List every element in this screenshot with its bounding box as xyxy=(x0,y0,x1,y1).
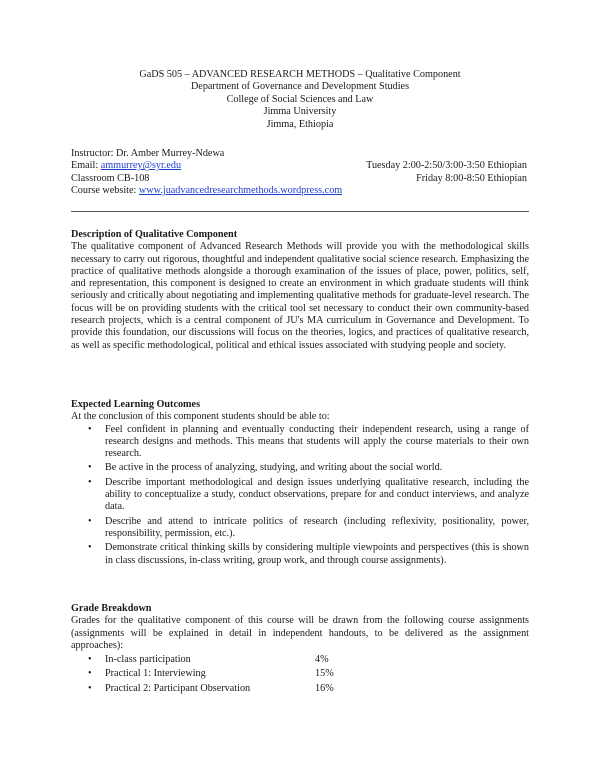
schedule-tuesday: Tuesday 2:00-2:50/3:00-3:50 Ethiopian xyxy=(366,160,527,172)
college: College of Social Sciences and Law xyxy=(226,93,374,105)
grade-item-value: 15% xyxy=(315,668,334,680)
university: Jimma University xyxy=(263,106,337,118)
bullet-icon: • xyxy=(88,423,92,435)
outcomes-list xyxy=(71,424,529,567)
list-item: • Describe and attend to intricate politics of research (including reflexivity, positionality, power, responsibility, permission, etc.). xyxy=(88,515,529,539)
description-body: The qualitative component of Advanced Research Methods will provide you with the methodological skills necessary to carry out rigorous, thoughtful and independent qualitative social science research. Emphasizing the practice of qualitative methods alongside a thorough examination of the issues of place, power, politics, self, and representation, this component is designed to create an environment in which graduate students will think seriously and critically about negotiating and implementing qualitative methods for graduate-level research. The focus will be on providing students with the critical tool set necessary to conduct their own community-based research projects, which is a central component of JU's MA curriculum in Governance and Development. To provide this foundation, our discussions will focus on the theories, logics, and practices of qualitative research, as well as specific methodological, political and ethical issues associated with studying people and society. xyxy=(71,241,529,351)
bullet-icon: • xyxy=(88,515,92,527)
website-label: Course website: xyxy=(71,184,139,196)
outcomes-section xyxy=(71,399,529,567)
outcomes-heading: Expected Learning Outcomes xyxy=(71,399,201,410)
bullet-icon: • xyxy=(88,654,92,666)
list-item: • Be active in the process of analyzing, studying, and writing about the social world. xyxy=(88,462,443,474)
outcomes-intro: At the conclusion of this component students should be able to: xyxy=(71,411,330,423)
email-label: Email: xyxy=(71,160,101,172)
grades-heading: Grade Breakdown xyxy=(71,603,152,614)
document-header xyxy=(0,69,600,131)
grade-table xyxy=(71,654,529,695)
bullet-icon: • xyxy=(88,542,92,554)
grades-section xyxy=(71,603,529,695)
bullet-icon: • xyxy=(88,462,92,474)
grades-intro: Grades for the qualitative component of this course will be drawn from the following course assignments (assignments will be explained in detail in independent handouts, to be delivered as the assignment approaches): xyxy=(71,615,529,651)
grade-item-value: 4% xyxy=(315,654,329,666)
location: Jimma, Ethiopia xyxy=(266,118,334,130)
course-info xyxy=(71,148,527,197)
list-item: • Describe important methodological and design issues underlying qualitative research, including the ability to conceptualize a study, conduct observations, prepare for and conduct interviews, and analyze data. xyxy=(88,476,529,513)
website-row xyxy=(71,185,527,197)
grade-item-name: In-class participation xyxy=(105,654,191,666)
grade-item-name: Practical 2: Participant Observation xyxy=(105,682,251,694)
schedule-friday: Friday 8:00-8:50 Ethiopian xyxy=(416,172,527,184)
grade-item-name: Practical 1: Interviewing xyxy=(105,668,206,680)
instructor: Instructor: Dr. Amber Murrey-Ndewa xyxy=(71,148,225,159)
description-section xyxy=(71,229,529,352)
classroom-row xyxy=(71,173,527,185)
email-row xyxy=(71,160,527,172)
bullet-icon: • xyxy=(88,476,92,488)
grade-item-value: 16% xyxy=(315,682,334,694)
list-item: • Demonstrate critical thinking skills by considering multiple viewpoints and perspectives (this is shown in class discussions, in-class writing, group work, and through course assignments). xyxy=(88,542,529,566)
divider xyxy=(71,211,529,212)
bullet-icon: • xyxy=(88,668,92,680)
description-heading: Description of Qualitative Component xyxy=(71,229,238,240)
course-title: GaDS 505 – ADVANCED RESEARCH METHODS – Qualitative Component xyxy=(139,69,461,80)
department: Department of Governance and Development Studies xyxy=(190,81,410,93)
grade-row xyxy=(71,668,529,680)
website-link[interactable]: www.juadvancedresearchmethods.wordpress.com xyxy=(138,184,343,196)
grade-row xyxy=(71,654,529,666)
bullet-icon: • xyxy=(88,682,92,694)
instructor-row xyxy=(71,148,527,160)
email-link[interactable]: ammurrey@syr.edu xyxy=(100,160,182,172)
list-item: • Feel confident in planning and eventually conducting their independent research, using a range of research designs and methods. This means that students will apply the course materials to their own research. xyxy=(88,423,529,460)
grade-row xyxy=(71,683,529,695)
classroom: Classroom CB-108 xyxy=(71,172,150,184)
